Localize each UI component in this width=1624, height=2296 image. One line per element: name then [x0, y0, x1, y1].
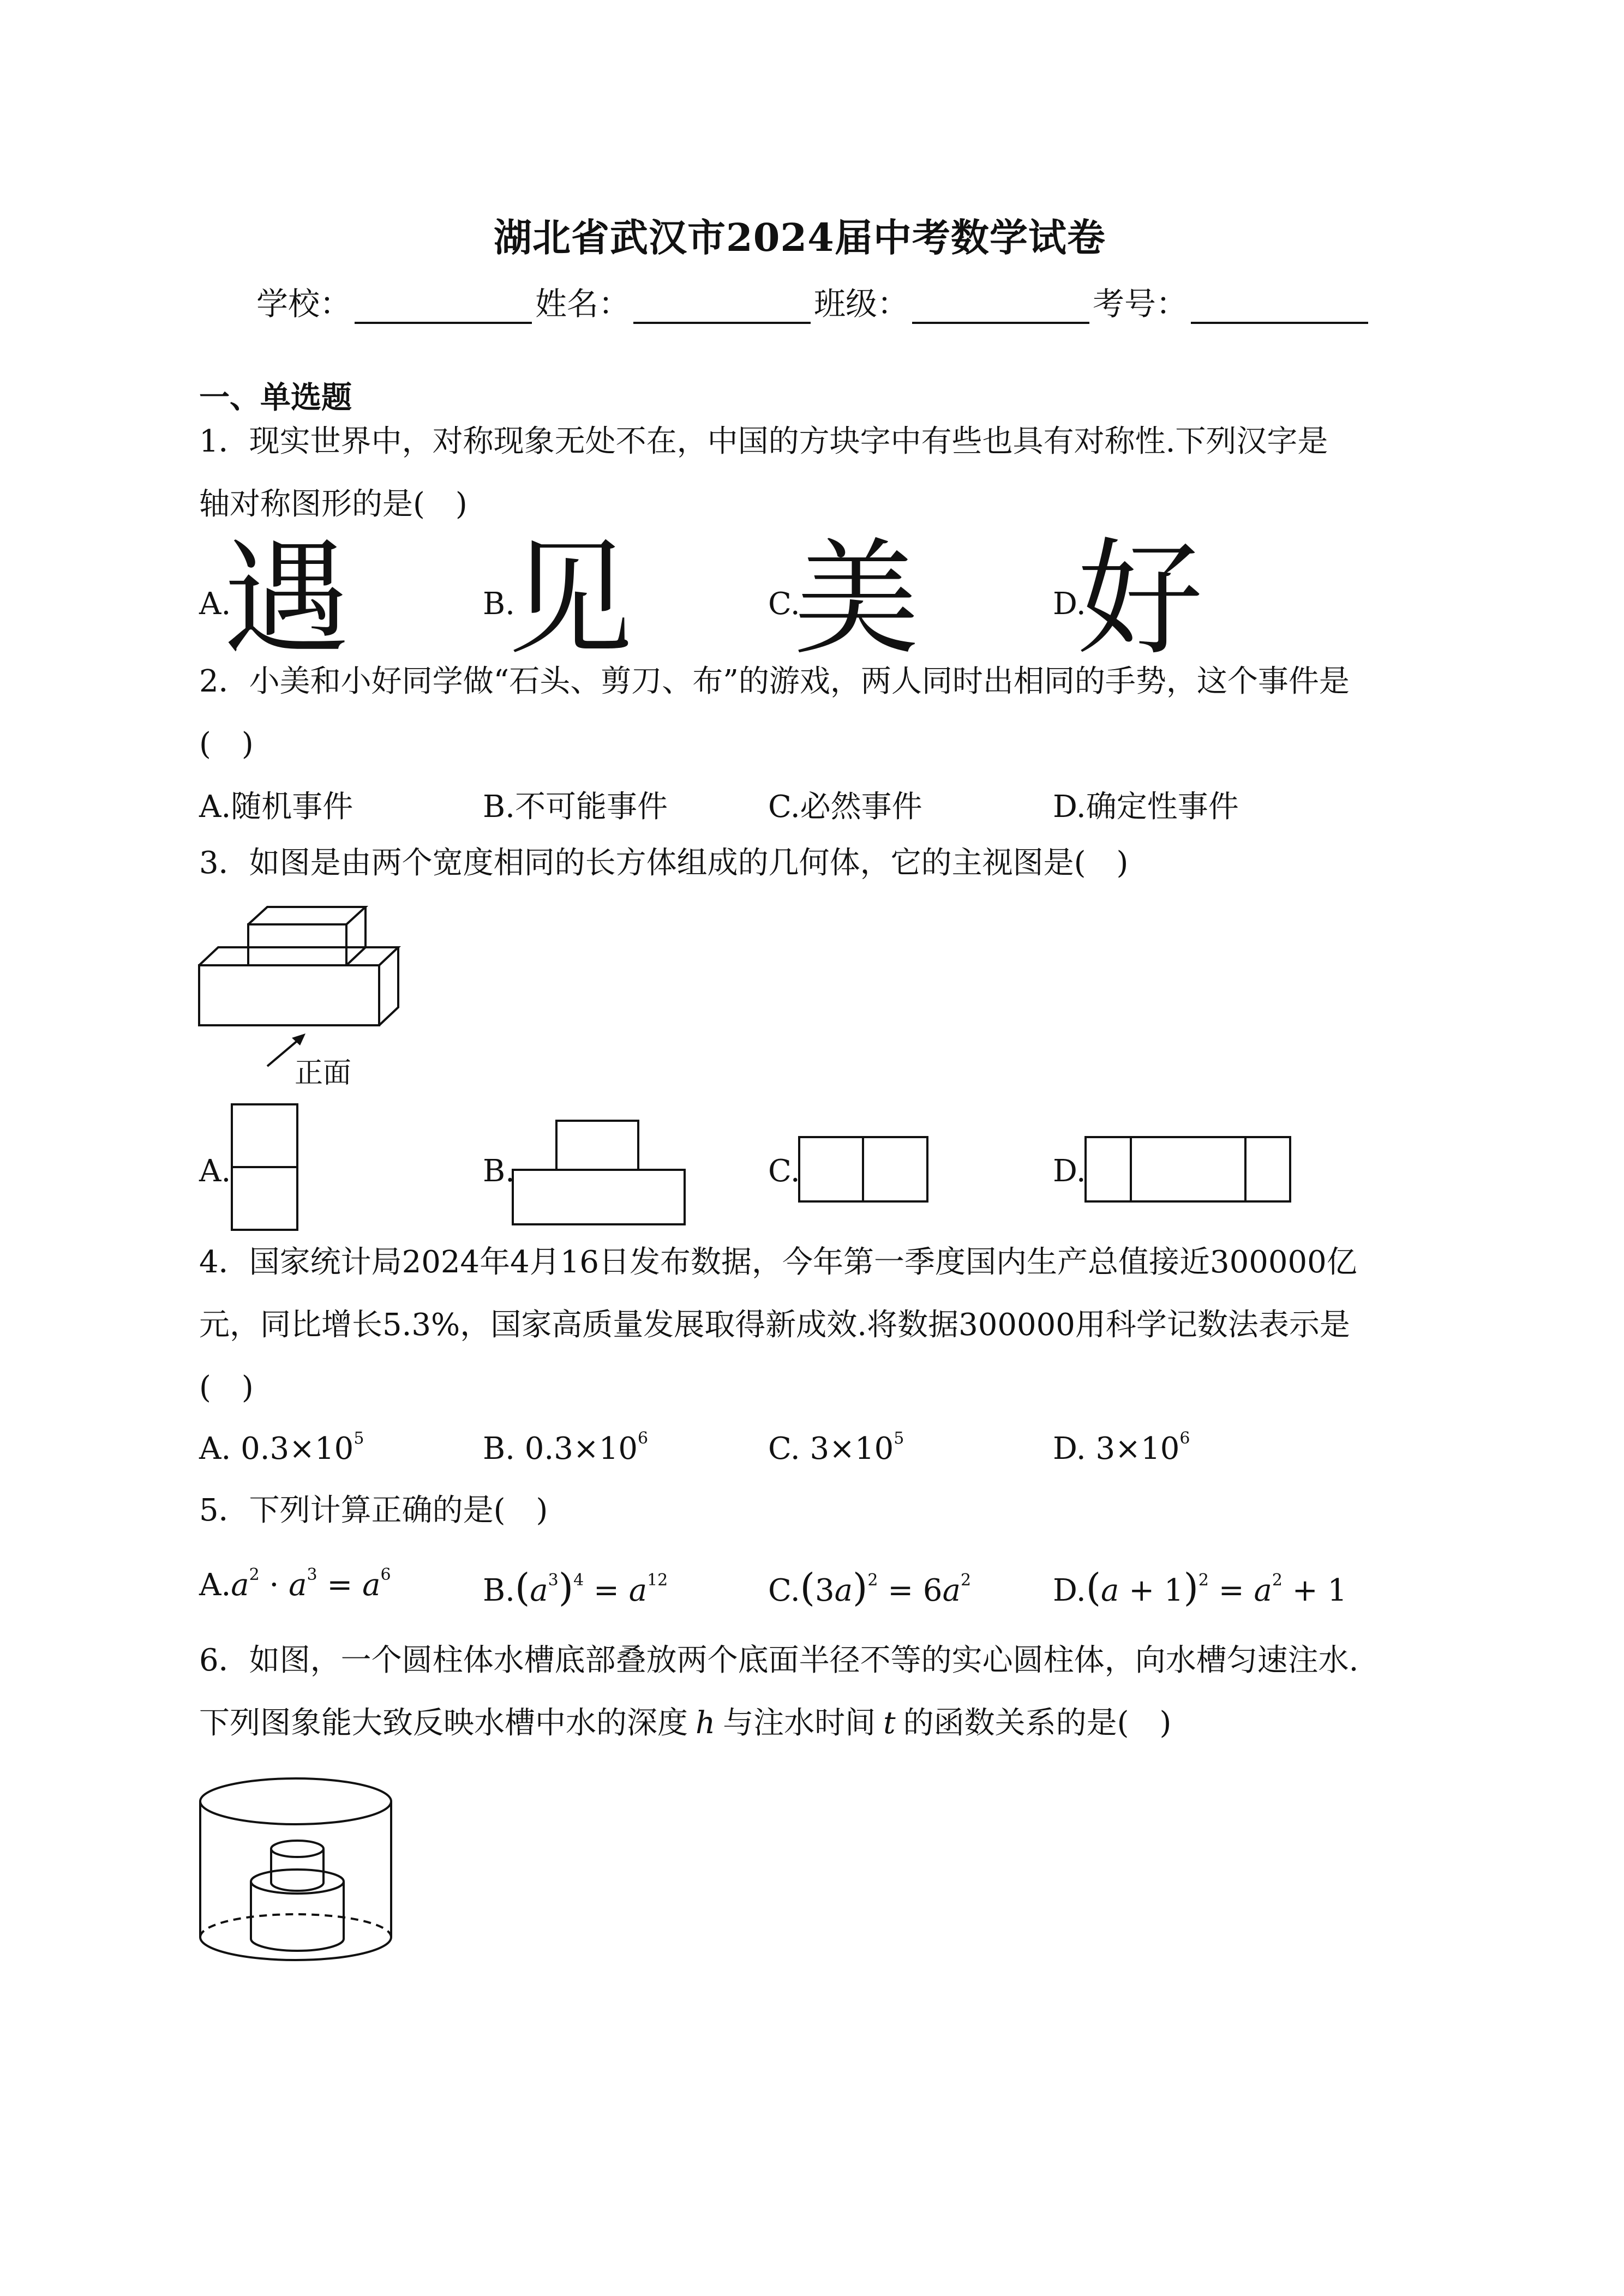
q4-text-line3: ( )	[199, 1370, 254, 1405]
q3-option-c-figure	[796, 1134, 933, 1205]
student-info-row	[256, 278, 1371, 324]
q4-option-d	[1053, 1429, 1190, 1466]
class-label: 班级：	[814, 285, 909, 322]
q1-option-c-label: C.	[768, 586, 800, 622]
q5-option-c	[768, 1565, 971, 1610]
q4-option-b-base: 0.3×10	[524, 1431, 638, 1466]
q6-var-t: t	[883, 1705, 896, 1741]
school-field[interactable]	[355, 293, 532, 324]
q5-option-d-expr: $(a + 1)^2 = a^2 + 1$	[1086, 1565, 1347, 1610]
q2-text-line2: ( )	[199, 726, 254, 762]
q5-option-b-expr: $(a^3)^4 = a^{12}$	[514, 1565, 668, 1610]
q5-option-b-label: B.	[483, 1573, 515, 1608]
q4-option-d-base: 3×10	[1095, 1431, 1180, 1466]
q4-option-b	[483, 1429, 648, 1466]
q5-option-a	[199, 1565, 391, 1603]
q4-option-a-base: 0.3×10	[241, 1431, 354, 1466]
q6-line2-part3: 的函数关系的是( )	[903, 1705, 1172, 1741]
q5-text-line1: 5．下列计算正确的是( )	[199, 1493, 548, 1528]
q6-text-line2	[199, 1704, 1171, 1742]
q4-option-a-label: A.	[199, 1431, 231, 1466]
q1-option-a-char: 遇	[224, 527, 350, 672]
class-field[interactable]	[912, 293, 1089, 324]
q3-option-c-label: C.	[768, 1153, 800, 1189]
q3-option-a-figure	[229, 1102, 300, 1233]
q2-option-a: A.随机事件	[199, 789, 353, 825]
q3-text-line1: 3．如图是由两个宽度相同的长方体组成的几何体，它的主视图是( )	[199, 845, 1129, 881]
exam-number-field[interactable]	[1191, 293, 1368, 324]
q4-text-line1: 4．国家统计局2024年4月16日发布数据，今年第一季度国内生产总值接近300000亿	[199, 1245, 1357, 1280]
q2-text-line1: 2．小美和小好同学做“石头、剪刀、布”的游戏，两人同时出相同的手势，这个事件是	[199, 664, 1350, 699]
q4-text-line2: 元，同比增长5.3%，国家高质量发展取得新成效.将数据300000用科学记数法表示是	[199, 1307, 1350, 1343]
q5-option-a-expr: $a^2 \cdot a^3 = a^6$	[231, 1565, 391, 1603]
name-field[interactable]	[633, 293, 811, 324]
section-heading: 一、单选题	[199, 380, 352, 416]
q4-option-d-label: D.	[1053, 1431, 1086, 1466]
q3-solid-figure	[196, 903, 415, 1099]
q1-option-c-char: 美	[794, 527, 920, 672]
q3-front-label: 正面	[295, 1057, 352, 1090]
q1-option-b-label: B.	[483, 586, 515, 622]
q1-text-line2: 轴对称图形的是( )	[199, 486, 468, 522]
q6-text-line1: 6．如图，一个圆柱体水槽底部叠放两个底面半径不等的实心圆柱体，向水槽匀速注水.	[199, 1643, 1359, 1678]
page-title: 湖北省武汉市2024届中考数学试卷	[494, 215, 1106, 260]
q6-line2-part2: 与注水时间	[723, 1705, 876, 1741]
q6-var-h: h	[696, 1705, 716, 1741]
q3-option-d-label: D.	[1053, 1153, 1086, 1189]
q4-option-b-label: B.	[483, 1431, 515, 1466]
q1-text-line1: 1．现实世界中，对称现象无处不在，中国的方块字中有些也具有对称性.下列汉字是	[199, 424, 1328, 459]
q1-option-d-label: D.	[1053, 586, 1086, 622]
q4-option-c-base: 3×10	[810, 1431, 894, 1466]
q3-option-b-label: B.	[483, 1153, 515, 1189]
q4-option-a	[199, 1429, 364, 1466]
q5-option-d	[1053, 1565, 1347, 1610]
q6-tank-figure	[196, 1775, 398, 1966]
exam-number-label: 考号：	[1093, 285, 1188, 322]
q2-option-b: B.不可能事件	[483, 789, 668, 825]
q3-option-d-figure	[1083, 1134, 1296, 1205]
q4-option-d-exp: 6	[1179, 1429, 1190, 1448]
q4-option-a-exp: 5	[353, 1429, 364, 1448]
q1-option-b-char: 见	[507, 527, 633, 672]
q4-option-c-exp: 5	[894, 1429, 904, 1448]
q5-option-a-label: A.	[199, 1567, 231, 1603]
name-label: 姓名：	[535, 285, 631, 322]
school-label: 学校：	[256, 285, 352, 322]
q4-option-c	[768, 1429, 904, 1466]
q5-option-c-expr: $(3a)^2 = 6a^2$	[800, 1565, 972, 1610]
q1-option-a-label: A.	[199, 586, 231, 622]
q2-option-c: C.必然事件	[768, 789, 922, 825]
q5-option-c-label: C.	[768, 1573, 800, 1608]
q5-option-b	[483, 1565, 668, 1610]
q3-option-a-label: A.	[199, 1153, 231, 1189]
q4-option-c-label: C.	[768, 1431, 800, 1466]
q2-option-d: D.确定性事件	[1053, 789, 1239, 825]
q3-option-b-figure	[510, 1118, 690, 1227]
q1-option-d-char: 好	[1077, 527, 1203, 672]
q5-option-d-label: D.	[1053, 1573, 1086, 1608]
q6-line2-part1: 下列图象能大致反映水槽中水的深度	[199, 1705, 688, 1741]
q4-option-b-exp: 6	[638, 1429, 649, 1448]
